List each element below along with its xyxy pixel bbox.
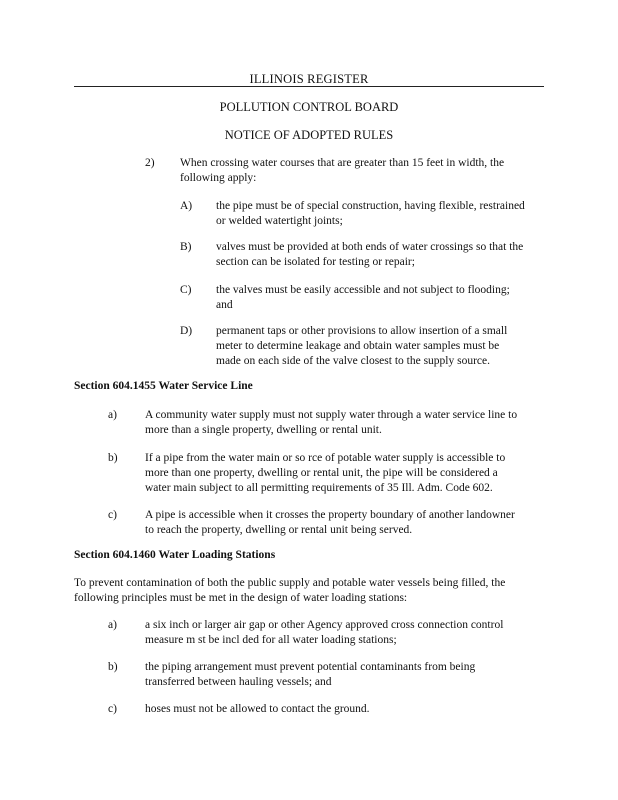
subitem-d-label: D) [180,325,193,337]
item-2-text-line2: following apply: [180,172,257,184]
section-1455-heading: Section 604.1455 Water Service Line [74,380,253,392]
subitem-c-label: C) [180,284,192,296]
s1460-item-a-line2: measure m st be incl ded for all water loading stations; [145,634,397,646]
subitem-d-line1: permanent taps or other provisions to allow insertion of a small [216,325,508,337]
subitem-a-label: A) [180,200,193,212]
s1455-item-a-line2: more than a single property, dwelling or rental unit. [145,424,382,436]
s1455-item-c-line2: to reach the property, dwelling or rental unit being served. [145,524,413,536]
subitem-b-line2: section can be isolated for testing or repair; [216,256,415,268]
s1455-item-b-label: b) [108,452,118,464]
s1460-intro-line1: To prevent contamination of both the public supply and potable water vessels being filled, the [74,577,506,589]
subitem-b-label: B) [180,241,192,253]
s1455-item-b-line1: If a pipe from the water main or so rce of potable water supply is accessible to [145,452,506,464]
subitem-d-line2: meter to determine leakage and obtain water samples must be [216,340,500,352]
s1455-item-b-line3: water main subject to all permitting requirements of 35 Ill. Adm. Code 602. [145,482,493,494]
s1460-item-a-line1: a six inch or larger air gap or other Agency approved cross connection control [145,619,504,631]
register-title: ILLINOIS REGISTER [249,72,369,86]
s1455-item-b-line2: more than one property, dwelling or rental unit, the pipe will be considered a [145,467,498,479]
subitem-c-line2: and [216,299,233,311]
s1455-item-a-line1: A community water supply must not supply water through a water service line to [145,409,518,421]
s1455-item-a-label: a) [108,409,117,421]
s1455-item-c-line1: A pipe is accessible when it crosses the property boundary of another landowner [145,509,515,521]
section-1460-heading: Section 604.1460 Water Loading Stations [74,549,276,561]
s1460-item-c-line1: hoses must not be allowed to contact the ground. [145,703,370,715]
notice-title: NOTICE OF ADOPTED RULES [224,128,394,142]
subitem-a-line1: the pipe must be of special construction, having flexible, restrained [216,200,525,212]
s1460-item-b-label: b) [108,661,118,673]
s1460-item-b-line2: transferred between hauling vessels; and [145,676,332,688]
s1460-item-a-label: a) [108,619,117,631]
item-2-label: 2) [145,157,155,169]
header-rule [74,86,544,87]
subitem-a-line2: or welded watertight joints; [216,215,343,227]
item-2-text-line1: When crossing water courses that are greater than 15 feet in width, the [180,157,505,169]
subitem-b-line1: valves must be provided at both ends of water crossings so that the [216,241,524,253]
board-title: POLLUTION CONTROL BOARD [219,100,399,114]
subitem-d-line3: made on each side of the valve closest to the supply source. [216,355,491,367]
s1455-item-c-label: c) [108,509,117,521]
s1460-item-b-line1: the piping arrangement must prevent potential contaminants from being [145,661,476,673]
s1460-intro-line2: following principles must be met in the design of water loading stations: [74,592,408,604]
subitem-c-line1: the valves must be easily accessible and not subject to flooding; [216,284,510,296]
s1460-item-c-label: c) [108,703,117,715]
